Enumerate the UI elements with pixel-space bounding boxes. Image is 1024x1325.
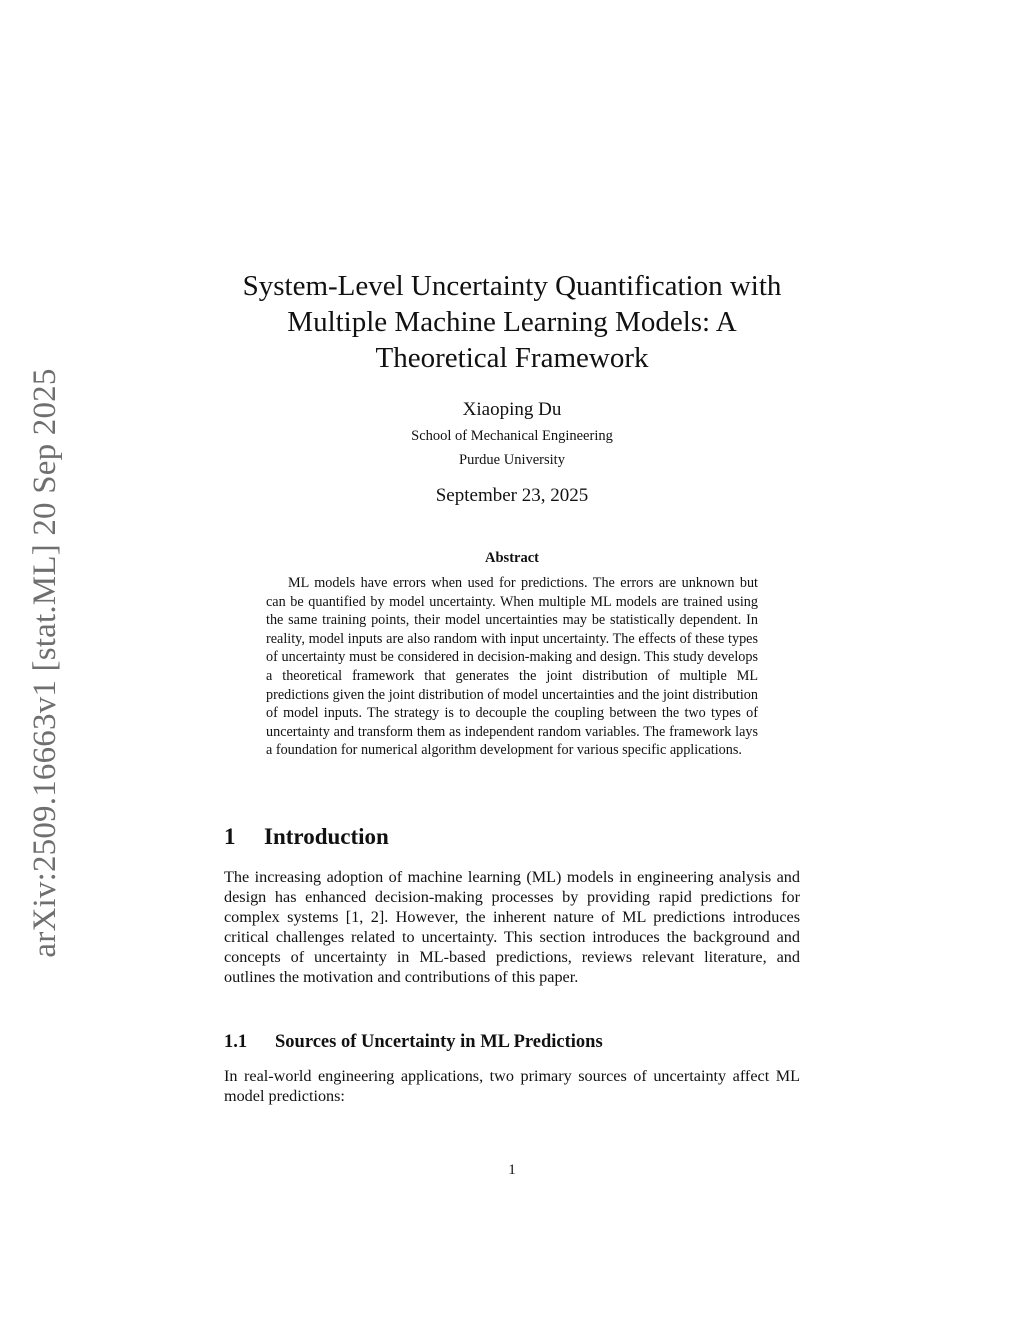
author-affiliation-school: School of Mechanical Engineering xyxy=(411,428,613,444)
paper-title-line: Multiple Machine Learning Models: A xyxy=(287,306,737,338)
sources-paragraph: In real-world engineering applications, two primary sources of uncertainty affect ML model predictions: xyxy=(224,1067,800,1105)
section-heading-introduction xyxy=(224,822,389,852)
introduction-paragraph: The increasing adoption of machine learning (ML) models in engineering analysis and design has enhanced decision-making processes by providing rapid predictions for complex systems [1, 2]. However, the inherent nature of ML predictions introduces critical challenges related to uncertainty. This section introduces the background and concepts of uncertainty in ML-based predictions, reviews relevant literature, and outlines the motivation and contributions of this paper. xyxy=(224,868,800,986)
abstract-text: ML models have errors when used for predictions. The errors are unknown but can be quantified by model uncertainty. When multiple ML models are trained using the same training points, their model uncertainties may be statistically dependent. In reality, model inputs are also random with input uncertainty. The effects of these types of uncertainty must be considered in decision-making and design. This study develops a theoretical framework that generates the joint distribution of multiple ML predictions given the joint distribution of model uncertainties and the joint distribution of model inputs. The strategy is to decouple the coupling between the two types of uncertainty and transform them as independent random variables. The framework lays a foundation for numerical algorithm development for various specific applications. xyxy=(266,575,758,759)
subsection-heading-sources-of-uncertainty xyxy=(224,1030,603,1054)
abstract-heading: Abstract xyxy=(485,550,539,566)
subsection-title: Sources of Uncertainty in ML Predictions xyxy=(275,1032,603,1052)
arxiv-identifier-stamp: arXiv:2509.16663v1 [stat.ML] 20 Sep 2025 xyxy=(27,368,63,958)
section-title: Introduction xyxy=(264,824,389,849)
page-number: 1 xyxy=(508,1162,516,1178)
paper-title-line: Theoretical Framework xyxy=(375,342,649,374)
author-name: Xiaoping Du xyxy=(462,399,562,420)
paper-title xyxy=(222,268,802,376)
subsection-number: 1.1 xyxy=(224,1032,248,1052)
paper-title-line: System-Level Uncertainty Quantification with xyxy=(242,270,782,302)
paper-date: September 23, 2025 xyxy=(435,485,589,506)
section-number: 1 xyxy=(224,824,236,849)
author-affiliation-university: Purdue University xyxy=(459,452,565,468)
